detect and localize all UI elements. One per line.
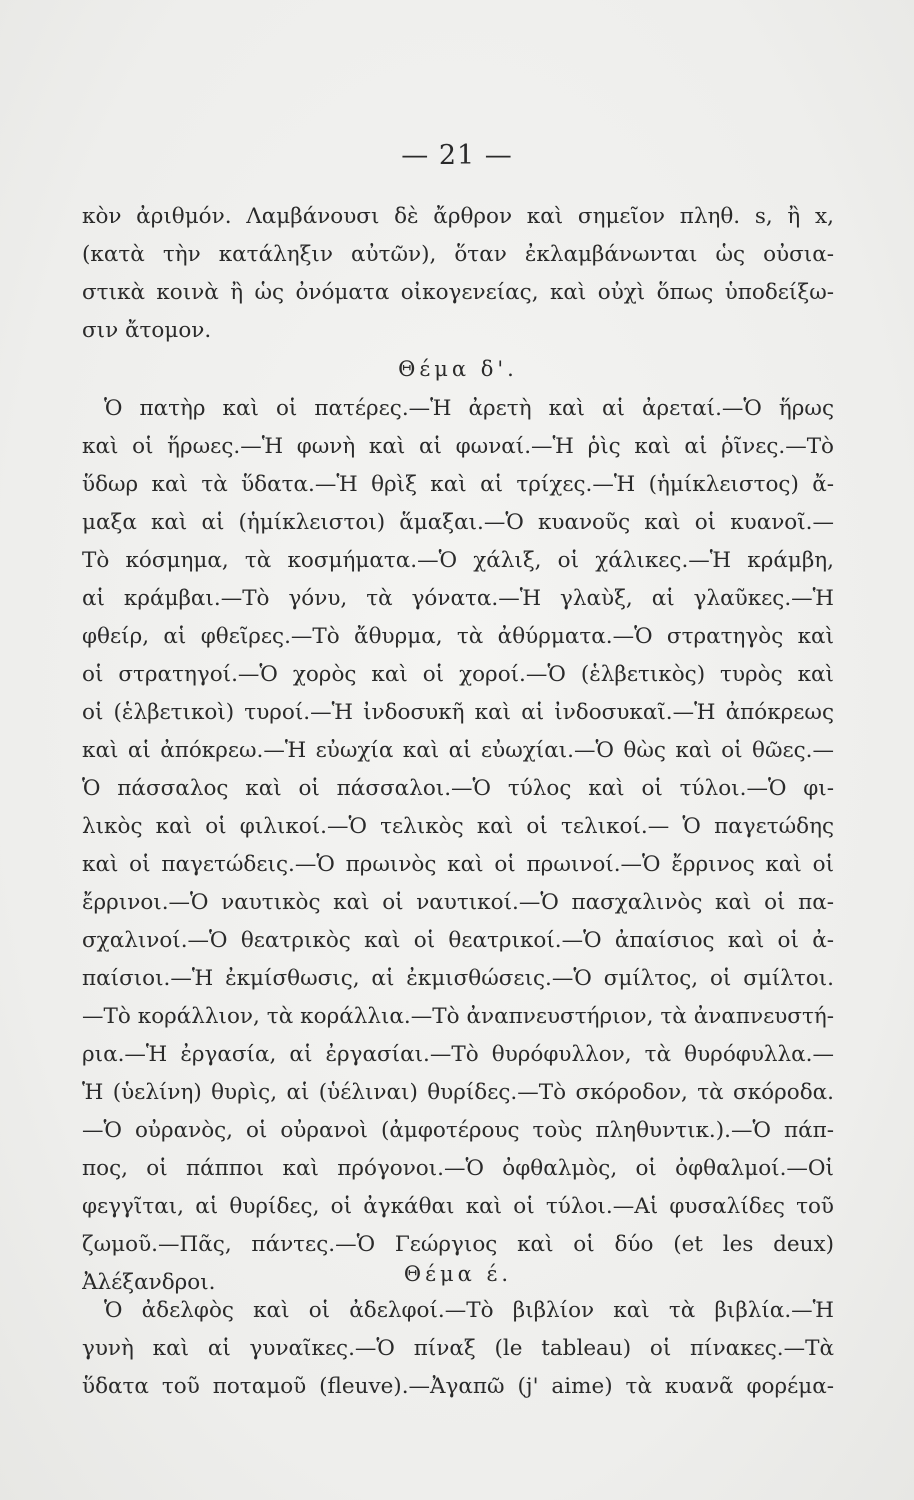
text-line: (κατὰ τὴν κατάληξιν αὐτῶν), ὅταν ἐκλαμβάνωνται ὡς οὐσια- — [82, 242, 834, 267]
exercise-title: Θέμα δ'. — [398, 357, 518, 381]
text-line: φθείρ, αἱ φθεῖρες.—Τὸ ἄθυρμα, τὰ ἀθύρματα.—Ὁ στρατηγὸς καὶ — [82, 624, 834, 649]
text-line: λικὸς καὶ οἱ φιλικοί.—Ὁ τελικὸς καὶ οἱ τελικοί.— Ὁ παγετώδης — [82, 814, 834, 839]
text-line: καὶ οἱ παγετώδεις.—Ὁ πρωινὸς καὶ οἱ πρωινοί.—Ὁ ἔρρινος καὶ οἱ — [82, 852, 834, 877]
text-line: σχαλινοί.—Ὁ θεατρικὸς καὶ οἱ θεατρικοί.—Ὁ ἀπαίσιος καὶ οἱ ἀ- — [82, 928, 834, 953]
text-line: ρια.—Ἡ ἐργασία, αἱ ἐργασίαι.—Τὸ θυρόφυλλον, τὰ θυρόφυλλα.— — [82, 1042, 834, 1067]
text-line: οἱ στρατηγοί.—Ὁ χορὸς καὶ οἱ χοροί.—Ὁ (ἑλβετικὸς) τυρὸς καὶ — [82, 662, 834, 687]
text-line: μαξα καὶ αἱ (ἡμίκλειστοι) ἅμαξαι.—Ὁ κυανοῦς καὶ οἱ κυανοῖ.— — [82, 510, 834, 535]
exercise-title: Θέμα έ. — [403, 1262, 513, 1286]
text-line: ἔρρινοι.—Ὁ ναυτικὸς καὶ οἱ ναυτικοί.—Ὁ πασχαλινὸς καὶ οἱ πα- — [82, 890, 834, 915]
text-line: Ὁ ἀδελφὸς καὶ οἱ ἀδελφοί.—Τὸ βιβλίον καὶ τὰ βιβλία.—Ἡ — [104, 1298, 834, 1323]
text-line: φεγγῖται, αἱ θυρίδες, οἱ ἀγκάθαι καὶ οἱ τύλοι.—Αἱ φυσαλίδες τοῦ — [82, 1194, 834, 1219]
paragraph-exercise-delta — [82, 390, 834, 1302]
text-line: οἱ (ἑλβετικοὶ) τυροί.—Ἡ ἰνδοσυκῆ καὶ αἱ ἰνδοσυκαῖ.—Ἡ ἀπόκρεως — [82, 700, 834, 725]
paragraph-intro — [82, 198, 834, 350]
text-line: πος, οἱ πάπποι καὶ πρόγονοι.—Ὁ ὀφθαλμὸς, οἱ ὀφθαλμοί.—Οἱ — [82, 1156, 834, 1181]
text-line: Ὁ πάσσαλος καὶ οἱ πάσσαλοι.—Ὁ τύλος καὶ οἱ τύλοι.—Ὁ φι- — [82, 776, 834, 801]
text-line: στικὰ κοινὰ ἢ ὡς ὀνόματα οἰκογενείας, καὶ οὐχὶ ὅπως ὑποδείξω- — [82, 280, 834, 305]
text-line: ζωμοῦ.—Πᾶς, πάντες.—Ὁ Γεώργιος καὶ οἱ δύο (et les deux) — [82, 1232, 834, 1257]
text-line: παίσιοι.—Ἡ ἐκμίσθωσις, αἱ ἐκμισθώσεις.—Ὁ σμίλτος, οἱ σμίλτοι. — [82, 966, 834, 991]
text-line: Ὁ πατὴρ καὶ οἱ πατέρες.—Ἡ ἀρετὴ καὶ αἱ ἀρεταί.—Ὁ ἥρως — [104, 396, 834, 421]
exercise-heading-epsilon — [82, 1255, 834, 1293]
text-line: σιν ἄτομον. — [82, 318, 212, 343]
text-line: Ἡ (ὑελίνη) θυρὶς, αἱ (ὑέλιναι) θυρίδες.—Τὸ σκόροδον, τὰ σκόροδα. — [82, 1080, 834, 1105]
text-line: καὶ οἱ ἥρωες.—Ἡ φωνὴ καὶ αἱ φωναί.—Ἡ ῥὶς καὶ αἱ ῥῖνες.—Τὸ — [82, 434, 834, 459]
text-line: ὕδωρ καὶ τὰ ὕδατα.—Ἡ θρὶξ καὶ αἱ τρίχες.—Ἡ (ἡμίκλειστος) ἄ- — [82, 472, 834, 497]
text-line: ὕδατα τοῦ ποταμοῦ (fleuve).—Ἀγαπῶ (j' aime) τὰ κυανᾶ φορέμα- — [82, 1374, 834, 1399]
text-line: —Τὸ κοράλλιον, τὰ κοράλλια.—Τὸ ἀναπνευστήριον, τὰ ἀναπνευστή- — [82, 1004, 834, 1029]
text-line: κὸν ἀριθμόν. Λαμβάνουσι δὲ ἄρθρον καὶ σημεῖον πληθ. s, ἢ x, — [82, 204, 834, 229]
text-line: Τὸ κόσμημα, τὰ κοσμήματα.—Ὁ χάλιξ, οἱ χάλικες.—Ἡ κράμβη, — [82, 548, 834, 573]
exercise-heading-delta — [82, 350, 834, 388]
text-line: —Ὁ οὐρανὸς, οἱ οὐρανοὶ (ἀμφοτέρους τοὺς πληθυντικ.).—Ὁ πάπ- — [82, 1118, 834, 1143]
page-number: — 21 — — [401, 140, 513, 171]
text-line: γυνὴ καὶ αἱ γυναῖκες.—Ὁ πίναξ (le tableau) οἱ πίνακες.—Τὰ — [82, 1336, 834, 1361]
text-line: Ἀλέξανδροι. — [82, 1270, 216, 1295]
text-line: αἱ κράμβαι.—Τὸ γόνυ, τὰ γόνατα.—Ἡ γλαὺξ, αἱ γλαῦκες.—Ἡ — [82, 586, 834, 611]
text-line: καὶ αἱ ἀπόκρεω.—Ἡ εὐωχία καὶ αἱ εὐωχίαι.—Ὁ θὼς καὶ οἱ θῶες.— — [82, 738, 834, 763]
paragraph-exercise-epsilon — [82, 1292, 834, 1406]
